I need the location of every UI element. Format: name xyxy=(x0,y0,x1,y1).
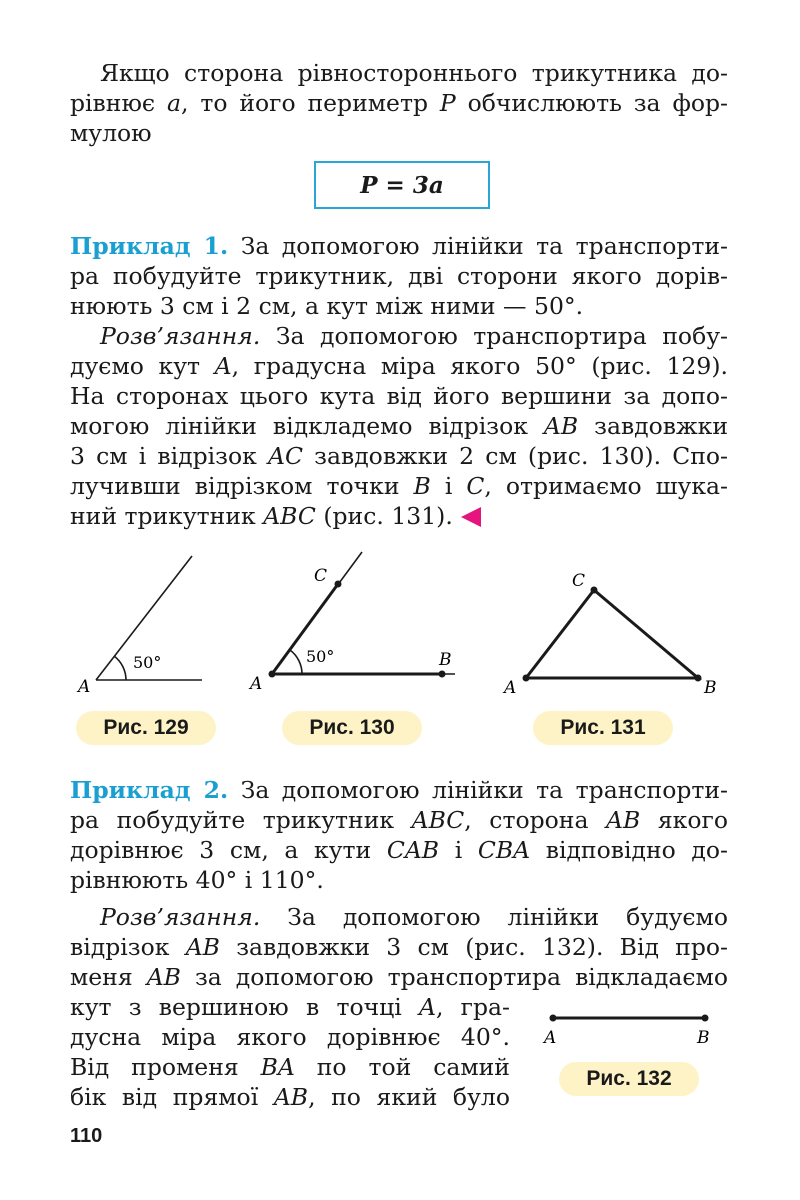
fig132-point-b xyxy=(702,1015,709,1022)
example2-label: Приклад 2. xyxy=(70,776,229,804)
fig130-point-b xyxy=(439,671,446,678)
fig132-caption: Рис. 132 xyxy=(559,1062,699,1096)
fig131-point-a xyxy=(523,675,530,682)
end-of-solution-marker-icon xyxy=(461,507,481,527)
solution2-label: Розв’язання. xyxy=(100,903,261,931)
fig130-caption: Рис. 130 xyxy=(282,711,422,745)
fig131-label-a: A xyxy=(504,678,517,698)
example1-paragraph: Приклад 1. За допомогою лінійки та транспорти- ра побудуйте трикутник, дві сторони якого дорів- нюють 3 см і 2 см, а кут між ними — 50°. Розв’язання. За допомогою транспортира побу- дуємо кут A, градусна міра якого 50° (рис. 129). На сторонах цього кута від його вершини за допо- могою лінійки відкладемо відрізок AB завдовжки 3 см і відрізок AC завдовжки 2 см (рис. 130). Спо- лучивши відрізком точки B і C, отримаємо шука- ний трикутник ABC (рис. 131). xyxy=(70,232,728,530)
fig129-vertex-label: A xyxy=(78,677,91,697)
solution-label: Розв’язання. xyxy=(100,322,261,350)
fig131-triangle xyxy=(526,590,698,678)
page-number: 110 xyxy=(70,1125,103,1147)
example2-solution: Розв’язання. За допомогою лінійки будуємо відрізок AB завдовжки 3 см (рис. 132). Від про- меня AB за допомогою транспортира відкладаємо xyxy=(70,903,728,991)
fig130-label-b: B xyxy=(439,650,452,670)
fig130-label-a: A xyxy=(250,674,263,694)
fig130-angle-label: 50° xyxy=(306,647,335,666)
fig131-label-c: C xyxy=(572,571,586,591)
intro-line: Якщо сторона рівностороннього трикутника до- xyxy=(100,59,728,87)
fig129-caption: Рис. 129 xyxy=(76,711,216,745)
figures-129-131 xyxy=(0,558,800,698)
fig131-label-b: B xyxy=(704,678,717,698)
example2-paragraph: Приклад 2. За допомогою лінійки та транспорти- ра побудуйте трикутник ABC, сторона AB якого дорівнює 3 см, а кути CAB і CBA відповідно до- рівнюють 40° і 110°. xyxy=(70,776,728,894)
formula-text: P = 3a xyxy=(360,171,444,199)
figure-131 xyxy=(526,590,698,678)
fig130-point-c xyxy=(335,581,342,588)
fig132-label-b: B xyxy=(697,1028,710,1048)
formula-box xyxy=(314,161,490,209)
fig130-angle-arc xyxy=(290,650,302,674)
fig129-angle-label: 50° xyxy=(133,653,162,672)
fig132-point-a xyxy=(550,1015,557,1022)
fig131-point-b xyxy=(695,675,702,682)
fig131-point-c xyxy=(591,587,598,594)
fig131-caption: Рис. 131 xyxy=(533,711,673,745)
fig130-label-c: C xyxy=(314,566,328,586)
example1-label: Приклад 1. xyxy=(70,232,229,260)
fig130-point-a xyxy=(269,671,276,678)
figure-132 xyxy=(536,1005,736,1055)
example2-solution-wrap: кут з вершиною в точці A, гра- дусна міра якого дорівнює 40°. Від променя BA по той самий бік від прямої AB, по який було xyxy=(70,993,510,1111)
figure-130 xyxy=(272,552,455,674)
fig132-label-a: A xyxy=(544,1028,557,1048)
intro-paragraph: Якщо сторона рівностороннього трикутника до- рівнює a, то його периметр P обчислюють за фор- мулою xyxy=(70,59,728,147)
fig129-angle-arc xyxy=(114,656,126,680)
